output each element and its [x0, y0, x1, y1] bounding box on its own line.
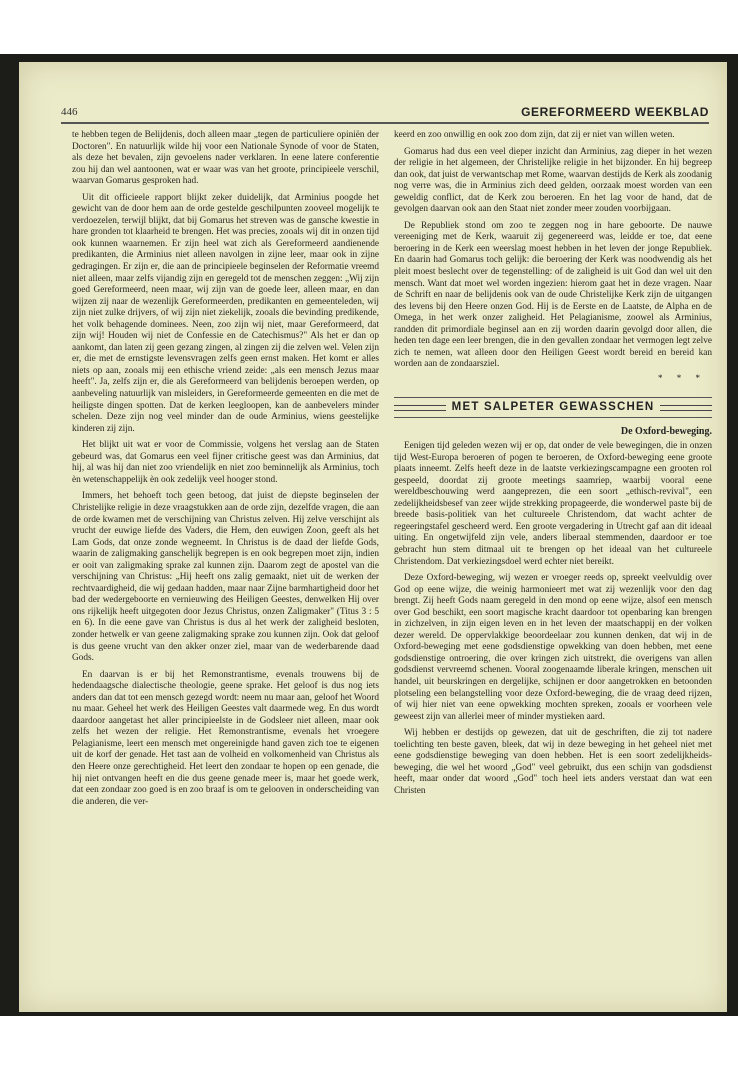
paragraph: Wij hebben er destijds op gewezen, dat uit de geschriften, die zij tot nadere toelichting ten beste gaven, bleek, dat wij in deze beweging in het geheel niet met eene godsdienstige beweging van doen hebben. Het is een soort zedelijkheids-beweging, die wel het woord „God" veel gebruikt, dus een schijn van godsdienst heeft, maar onder dat woord „God" toch heel iets anders verstaat dan wat een Christen: [394, 728, 712, 796]
paragraph: De Republiek stond om zoo te zeggen nog in hare geboorte. De nauwe vereeniging met de Kerk, waaruit zij gegenereerd was, leidde er toe, dat eene beroering in de Kerk een weerslag moest hebben in het leven der jonge Republiek. En daarin had Gomarus toch gelijk: die beroering der Kerk was noodwendig als het pleit moest beslecht over de tegenstelling: of de zaligheid is uit God dan wel uit den mensch. Want dat moet wel worden ingezien: hierom gaat het in deze vragen. Naar de Schrift en naar de belijdenis ook van de oude Christelijke Kerk zijn de uitgangen des levens bij den Heere onzen God. Hij is de Eerste en de Laatste, de Alpha en de Omega, in het werk onzer zaligheid. Het Pelagianisme, zoowel als Arminius, randden dit primordiale beginsel aan en zij worden daarin gevolgd door allen, die heden ten dage een leer brengen, die in den gevallen zondaar het vermogen legt zelve zich te nemen, wat alleen door den Heiligen Geest wordt bereid en bereid kan worden aan de zondaarsziel.: [394, 220, 712, 370]
paragraph: Gomarus had dus een veel dieper inzicht dan Arminius, zag dieper in het wezen der religie in het algemeen, der Christelijke religie in het bijzonder. En hij begreep dan ook, dat juist de verwantschap met Rome, waarvan destijds de Kerk als zoodanig nog verre was, die in Arminius zich deed gelden, oorzaak moest worden van een geweldig conflict, dat de Kerk zou beroeren. En het lag voor de hand, dat de gevolgen daarvan ook aan den Staat niet zonder meer zouden voorbijgaan.: [394, 146, 712, 215]
right-column: [394, 130, 712, 1008]
paragraph: Eenigen tijd geleden wezen wij er op, dat onder de vele bewegingen, die in onzen tijd West-Europa beroeren of pogen te beroeren, de Oxford-beweging eene groote plaats inneemt. Zelfs heeft deze in de laatste verkiezingscampagne een grooten rol gespeeld, doordat zij groote meetings saamriep, waarbij vooral eene wereldbeschouwing werd aangeprezen, die een soort „ethisch-revival", een zedelijkheidsbesef van zeer wijde strekking propageerde, die wonderwel paste bij de breede basis-politiek van het cultureele Christendom, dat wacht achter de regeeringstafel gescheerd werd. Een groote vergadering in Utrecht gaf aan dit ideaal uiting. En ongetwijfeld zijn vele, anders liberaal stemmenden, daardoor er toe gebracht hun stem ditmaal uit te brengen op het ideaal van het cultureele Christendom. Dat verkiezingsdoel werd echter niet bereikt.: [394, 441, 712, 567]
paragraph: keerd en zoo onwillig en ook zoo dom zijn, dat zij er niet van willen weten.: [394, 130, 675, 140]
journal-title: GEREFORMEERD WEEKBLAD: [521, 105, 709, 119]
divider: [394, 397, 712, 398]
section-subtitle: De Oxford-beweging.: [620, 426, 712, 438]
divider: [394, 405, 446, 411]
paragraph: Deze Oxford-beweging, wij wezen er vroeger reeds op, spreekt veelvuldig over God op eene wijze, die weinig harmonieert met wat zij wezenlijk voor den dag brengt. Zij heeft Gods naam geregeld in den mond op eene wijze, alsof een mensch over God beschikt, een soort magische kracht daardoor tot openbaring kan brengen in zichzelven, in zijn eigen leven en in het leven der maatschappij en der volken dezer wereld. De oppervlakkige beoordeelaar zou kunnen denken, dat wij in de Oxford-beweging met eene godsdienstige opwekking van doen hebben, met eene godsdienstige ontroering, die over kringen zich uitstrekt, die overigens van allen godsdienst vervreemd schenen. Vooral zoogenaamde liberale kringen, menschen uit handel, uit beurskringen en dergelijke, schijnen er door aangetrokken en betoonden plotseling een belangstelling voor deze Oxford-beweging, die de vraag deed rijzen, of wij hier niet van eene opwekking mochten spreken, zooals er voorheen vele geweest zijn van allerlei meer of minder mystieken aard.: [394, 573, 712, 722]
paragraph: te hebben tegen de Belijdenis, doch alleen maar „tegen de particuliere opiniën der Doctoren". En natuurlijk wilde hij voor een Nationale Synode of voor de Staten, als deze het bevalen, zijn gevoelens nader verklaren. In eene latere conferentie zou hij dan wel aantoonen, wat er waar was van het groote, principieele verschil, waarvan Gomarus gesproken had.: [72, 130, 379, 187]
divider: [660, 405, 712, 411]
paragraph: Het blijkt uit wat er voor de Commissie, volgens het verslag aan de Staten gebeurd was, dat Gomarus een veel fijner critische geest was dan Arminius, dat hij, al was hij dan niet zoo vriendelijk en niet zoo beminnelijk als Arminius, toch èn wetenschappelijk èn ook zedelijk veel hooger stond.: [72, 440, 379, 485]
left-column: [72, 130, 379, 1008]
section-asterisms: * * *: [658, 372, 706, 383]
paragraph: Immers, het behoeft toch geen betoog, dat juist de diepste beginselen der Christelijke religie in deze vraagstukken aan de orde zijn, dezelfde vragen, die aan de orde kwamen met de verschijning van Christus zelven. Hij zelve verschijnt als vrucht der euwige liefde des Vaders, die Hem, den euwigen Zoon, geeft als het Lam Gods, dat onze zonde wegneemt. In Christus is de daad der liefde Gods, waarin de zaligmaking ganschelijk begrepen is en ook begrepen moet zijn, indien er ooit van zaligmaking sprake zal kunnen zijn. Daarom zegt de apostel van die verschijning van Christus: „Hij heeft ons zalig gemaakt, niet uit de werken der rechtvaardigheid, die wij gedaan hadden, maar naar Zijne barmhartigheid door het bad der wedergeboorte en vernieuwing des Heiligen Geestes, denwelken Hij over ons rijkelijk heeft uitgegoten door Jezus Christus, onzen Zaligmaker" (Titus 3 : 5 en 6). In die eene gave van Christus is dus al het werk der zaligheid besloten, zonder hetwelk er van geene zaligmaking sprake zou kunnen zijn. Ook dat geloof is dus geene vrucht van den akker onzer ziel, maar van de wederbarende daad Gods.: [72, 491, 379, 664]
divider: [394, 417, 712, 418]
document-page: [19, 62, 727, 1012]
page-number: 446: [61, 106, 78, 118]
section-title: MET SALPETER GEWASSCHEN: [451, 400, 655, 413]
page-header: [61, 100, 709, 124]
section-title-row: [394, 402, 712, 414]
paragraph: Uit dit officieele rapport blijkt zeker duidelijk, dat Arminius poogde het gewicht van de door hem aan de orde gestelde geschilpunten zooveel mogelijk te verdoezelen, terwijl blijkt, dat bij Gomarus het streven was de gansche kwestie in hare gronden tot klaarheid te brengen. Het was precies, zooals wij dit in onzen tijd ook kunnen waarnemen. Er zijn heel wat zich als Gereformeerd aandienende predikanten, die Arminius niet alleen navolgen in zijne leer, maar ook in zijne gedragingen. Er zijn er, die aan de principieele beginselen der Reformatie vreemd niet alleen, maar zelfs vijandig zijn en geregeld tot de menschen zeggen: „Wij zijn goed Gereformeerd, neen maar, wij zijn van de goede leer, alleen maar, en dan wijzen zij naar de wezenlijk Gereformeerden, predikanten en gemeenteleden, wij zijn niet zulke drijvers, of wij zijn niet ziekelijk, zooals die bevinding predikende, het volk behagende dominees. Neen, zoo zijn wij niet, maar Gereformeerd, dat zijn wij! Houden wij niet de Confessie en de Catechismus?" Als het er dan op aankomt, dan laten zij geen gezang zingen, al zingen zij die zelven wel. Velen zijn er, die met de ernstigste levensvragen zelfs geen ernst maken. Het komt er alles niets op aan, zooals mij een ethische vriend zeide: „als een mensch Jezus maar heeft". Ja, zelfs zijn er, die als Gereformeerd van belijdenis beroepen werden, op aanbeveling natuurlijk van misleiders, in Gereformeerde gemeenten en die met de heiligste dingen spotten. Dat de kerken leegloopen, kan de aanbevelers minder schelen. Deze zijn nog veel minder dan de oude Arminius, wiens geestelijke kinderen zij zijn.: [72, 192, 379, 434]
paragraph: En daarvan is er bij het Remonstrantisme, evenals trouwens bij de hedendaagsche dialectische theologie, geene sprake. Het geloof is dus nog iets anders dan dat tot een mensch gezegd wordt: neem nu maar aan, geloof het Woord nu maar. Geheel het werk des Heiligen Geestes valt daarmede weg. En dus wordt daardoor aangetast het aller principieelste in de Godsleer niet alleen, maar ook zelfs het wezen der religie. Het Remonstrantisme, evenals het vroegere Pelagianisme, leert een mensch met ongereinigde hand gaven zich toe te eigenen uit de korf der genade. Het tast aan de volheid en volkomenheid van Christus als den Heere onze gerechtigheid. Het leert den zondaar te hopen op een genade, die hij niet ontvangen heeft en die dus geene genade meer is, maar het goede werk, dat een zondaar zoo goed is en zoo braaf is om te gelooven in onderscheiding van die anderen, die ver-: [72, 669, 379, 807]
section-heading-block: [394, 397, 712, 419]
